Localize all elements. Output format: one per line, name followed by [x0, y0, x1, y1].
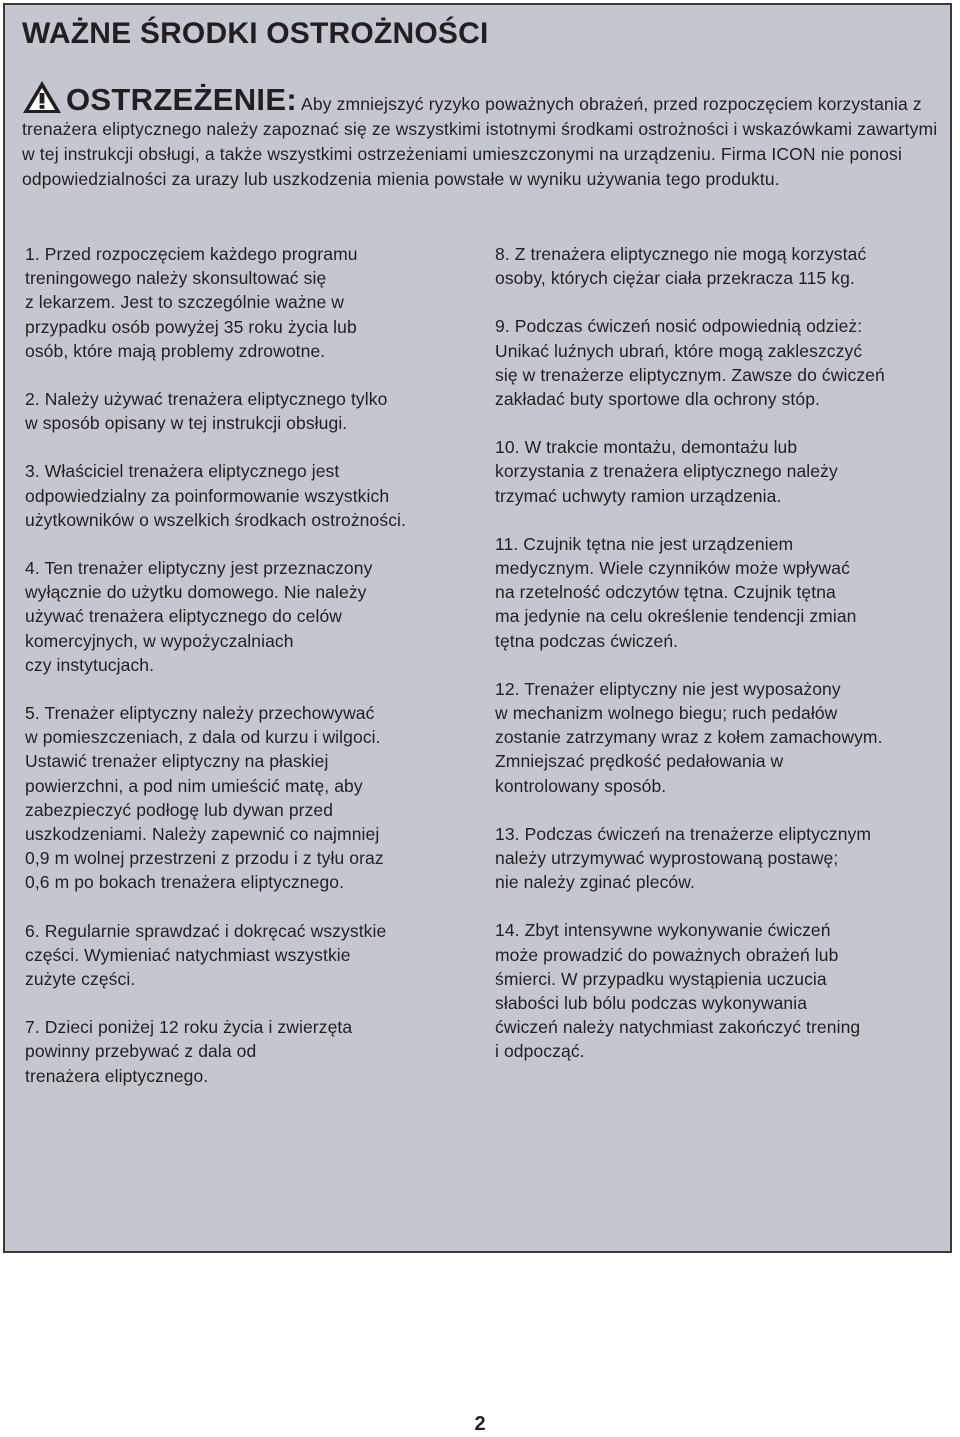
safety-item-5: 5. Trenażer eliptyczny należy przechowywać w pomieszczeniach, z dala od kurzu i wilgoci. Ustawić trenażer eliptyczny na płaskiej powierzchni, a pod nim umieścić matę, aby zabezpieczyć podłogę lub dywan przed uszkodzeniami. Należy zapewnić co najmniej 0,9 m wolnej przestrzeni z przodu i z tyłu oraz 0,6 m po bokach trenażera eliptycznego. [25, 703, 384, 893]
warning-triangle-icon [22, 80, 62, 114]
safety-item-8: 8. Z trenażera eliptycznego nie mogą korzystać osoby, których ciężar ciała przekracza 115 kg. [495, 244, 867, 289]
right-column [495, 242, 950, 1088]
warning-heading [22, 80, 297, 117]
safety-item-14: 14. Zbyt intensywne wykonywanie ćwiczeń może prowadzić do poważnych obrażeń lub śmierci. W przypadku wystąpienia uczucia słabości lub bólu podczas wykonywania ćwiczeń należy natychmiast zakończyć trening i odpocząć. [495, 920, 861, 1062]
safety-item-11: 11. Czujnik tętna nie jest urządzeniem medycznym. Wiele czynników może wpływać na rzetelność odczytów tętna. Czujnik tętna ma jedynie na celu określenie tendencji zmian tętna podczas ćwiczeń. [495, 533, 857, 651]
page-number: 2 [474, 1413, 486, 1435]
safety-item-4: 4. Ten trenażer eliptyczny jest przeznaczony wyłącznie do użytku domowego. Nie należy używać trenażera eliptycznego do celów komercyjnych, w wypożyczalniach czy instytucjach. [25, 558, 373, 675]
safety-item-6: 6. Regularnie sprawdzać i dokręcać wszystkie części. Wymieniać natychmiast wszystkie zużyte części. [25, 920, 387, 990]
left-column [25, 242, 465, 1112]
safety-item-9: 9. Podczas ćwiczeń nosić odpowiednią odzież: Unikać luźnych ubrań, które mogą zakleszczyć się w trenażerze eliptycznym. Zawsze do ćwiczeń zakładać buty sportowe dla ochrony stóp. [495, 316, 885, 410]
safety-item-13: 13. Podczas ćwiczeń na trenażerze eliptycznym należy utrzymywać wyprostowaną postawę; nie należy zginać pleców. [495, 823, 872, 893]
safety-item-7: 7. Dzieci poniżej 12 roku życia i zwierzęta powinny przebywać z dala od trenażera eliptycznego. [25, 1017, 353, 1086]
warning-paragraph [22, 80, 942, 192]
page-title: WAŻNE ŚRODKI OSTROŻNOŚCI [22, 17, 489, 50]
warning-text: Aby zmniejszyć ryzyko poważnych obrażeń, przed rozpoczęciem korzystania z trenażera eliptycznego należy zapoznać się ze wszystkimi istotnymi środkami ostrożności i wskazówkami zawartymi w tej instrukcji obsługi, a także wszystkimi ostrzeżeniami umieszczonymi na urządzeniu. Firma ICON nie ponosi odpowiedzialności za urazy lub uszkodzenia mienia powstałe w wyniku używania tego produktu. [22, 94, 938, 189]
safety-item-2: 2. Należy używać trenażera eliptycznego tylko w sposób opisany w tej instrukcji obsługi. [25, 389, 388, 434]
safety-item-10: 10. W trakcie montażu, demontażu lub korzystania z trenażera eliptycznego należy trzymać uchwyty ramion urządzenia. [495, 437, 838, 506]
safety-item-3: 3. Właściciel trenażera eliptycznego jest odpowiedzialny za poinformowanie wszystkich użytkowników o wszelkich środkach ostrożności. [25, 461, 406, 530]
safety-panel [3, 3, 952, 1253]
safety-item-1: 1. Przed rozpoczęciem każdego programu treningowego należy skonsultować się z lekarzem. Jest to szczególnie ważne w przypadku osób powyżej 35 roku życia lub osób, które mają problemy zdrowotne. [25, 244, 358, 361]
safety-item-12: 12. Trenażer eliptyczny nie jest wyposażony w mechanizm wolnego biegu; ruch pedałów zostanie zatrzymany wraz z kołem zamachowym. Zmniejszać prędkość pedałowania w kontrolowany sposób. [495, 678, 883, 796]
warning-label: OSTRZEŻENIE: [66, 82, 297, 117]
